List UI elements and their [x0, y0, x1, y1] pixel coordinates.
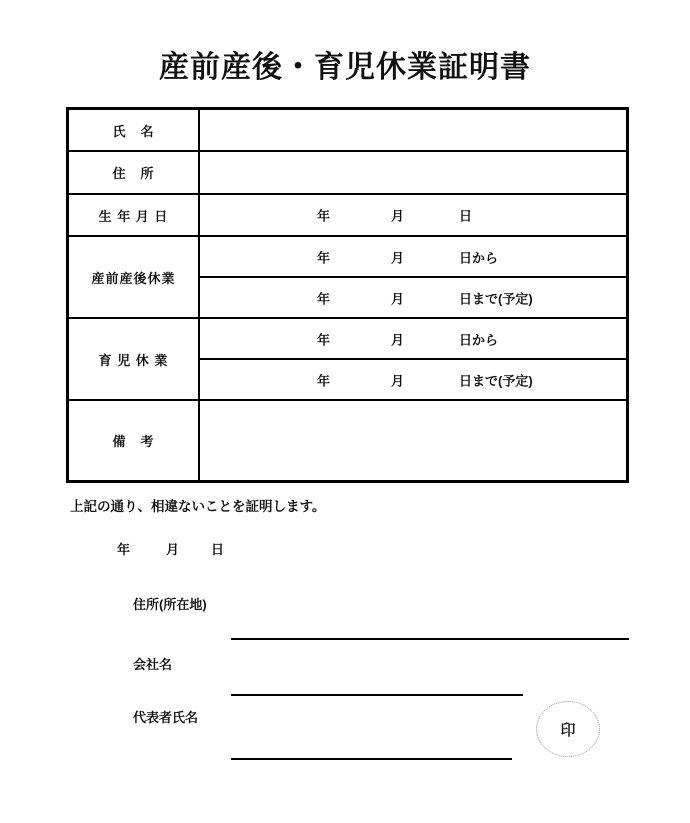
issue-date-year-unit: 年 [117, 542, 131, 557]
company-address-input-line[interactable] [231, 638, 629, 640]
company-address-label: 住所(所在地) [133, 597, 207, 612]
maternity-leave-dates [200, 237, 626, 317]
maternity-end-month-unit: 月 [391, 291, 405, 306]
birthdate-year-unit: 年 [317, 208, 331, 224]
representative-name-input-line[interactable] [231, 758, 512, 760]
page-title: 産前産後・育児休業証明書 [159, 51, 531, 84]
maternity-start-month-unit: 月 [391, 250, 405, 265]
table-row-birthdate [69, 195, 626, 237]
certification-statement: 上記の通り、相違ないことを証明します。 [70, 499, 326, 514]
company-name-label: 会社名 [133, 657, 173, 672]
issue-date-day-unit: 日 [211, 542, 225, 557]
remarks-label: 備 考 [69, 401, 200, 480]
birthdate-month-unit: 月 [391, 208, 405, 224]
childcare-start-month-unit: 月 [391, 332, 405, 347]
childcare-end-day-unit: 日まで(予定) [459, 373, 533, 388]
maternity-start-input-cell[interactable] [200, 237, 626, 278]
maternity-end-year-unit: 年 [317, 291, 331, 306]
company-name-input-line[interactable] [231, 694, 523, 696]
childcare-leave-label: 育 児 休 業 [69, 319, 200, 399]
representative-name-label: 代表者氏名 [133, 710, 199, 725]
childcare-start-day-unit: 日から [459, 332, 499, 347]
childcare-leave-dates [200, 319, 626, 399]
address-input-cell[interactable] [200, 152, 626, 193]
childcare-end-month-unit: 月 [391, 373, 405, 388]
table-row-maternity-leave [69, 237, 626, 319]
maternity-start-year-unit: 年 [317, 250, 331, 265]
table-row-childcare-leave [69, 319, 626, 401]
birthdate-input-cell[interactable] [200, 195, 626, 235]
name-input-cell[interactable] [200, 110, 626, 150]
maternity-end-day-unit: 日まで(予定) [459, 291, 533, 306]
childcare-start-year-unit: 年 [317, 332, 331, 347]
birthdate-day-unit: 日 [459, 208, 473, 224]
childcare-end-input-cell[interactable] [200, 360, 626, 399]
name-label: 氏 名 [69, 110, 200, 150]
seal-placeholder-circle [536, 701, 600, 757]
maternity-start-day-unit: 日から [459, 250, 499, 265]
address-label: 住 所 [69, 152, 200, 193]
leave-certificate-table [66, 107, 629, 483]
table-row-name [69, 110, 626, 152]
childcare-end-year-unit: 年 [317, 373, 331, 388]
maternity-leave-label: 産前産後休業 [69, 237, 200, 317]
birthdate-label: 生 年 月 日 [69, 195, 200, 235]
table-row-remarks [69, 401, 626, 480]
childcare-start-input-cell[interactable] [200, 319, 626, 360]
issue-date-month-unit: 月 [166, 542, 180, 557]
maternity-end-input-cell[interactable] [200, 278, 626, 317]
seal-label: 印 [560, 721, 576, 739]
table-row-address [69, 152, 626, 195]
remarks-input-cell[interactable] [200, 401, 626, 480]
